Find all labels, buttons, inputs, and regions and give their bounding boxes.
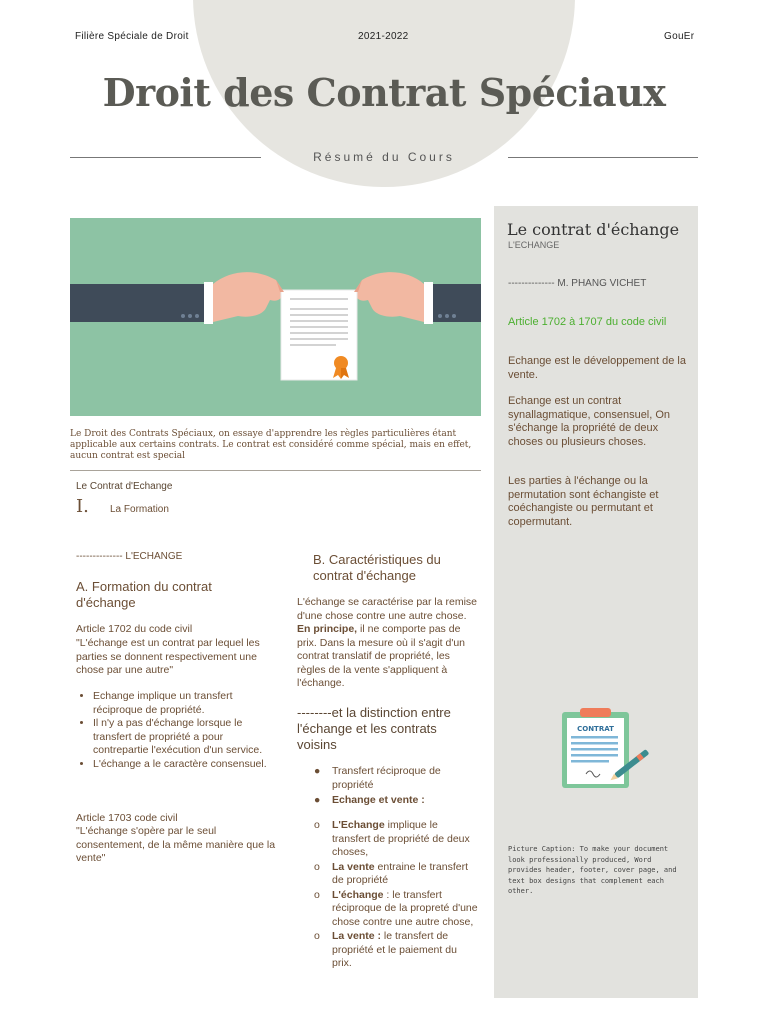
list-item xyxy=(314,889,478,930)
list-item: • Echange implique un transfert réciproque de propriété. xyxy=(93,690,281,717)
bullet-dot: ● xyxy=(314,794,321,806)
article-1703-text: "L'échange s'opère par le seul consentement, de la même manière que la vente" xyxy=(76,825,276,864)
sidebar-title: Le contrat d'échange xyxy=(507,220,680,239)
distinction-heading: --------et la distinction entre l'échange et les contrats voisins xyxy=(297,705,451,752)
formation-heading: A. Formation du contrat d'échange xyxy=(76,579,212,610)
contract-clipboard-icon xyxy=(556,708,660,790)
list-item-label: La vente xyxy=(332,860,375,873)
sidebar-paragraph: Echange est le développement de la vente. xyxy=(508,355,686,381)
list-item-label: La vente : xyxy=(332,930,382,942)
list-item-text: entraine le transfert de propriété xyxy=(332,860,468,886)
para-text: L'échange se caractérise par la remise d'une chose contre une autre chose. xyxy=(297,596,478,622)
hero-illustration xyxy=(70,218,481,416)
list-item: • Il n'y a pas d'échange lorsque le transfert de propriété a pour contrepartie l'exécution d'un service. xyxy=(93,717,281,758)
sidebar-paragraph: Les parties à l'échange ou la permutation sont échangiste et coéchangiste ou permutant et copermutant. xyxy=(508,475,659,528)
right-rule xyxy=(508,157,698,158)
bullet-dot: ● xyxy=(314,765,321,777)
bullet-circle: o xyxy=(314,930,320,942)
list-item-label: L'échange xyxy=(332,888,384,901)
page-subtitle: Résumé du Cours xyxy=(313,150,455,164)
list-item-text: le transfert de propriété et le paiement du prix. xyxy=(332,930,457,969)
list-item xyxy=(314,794,478,808)
sidebar-author: -------------- M. PHANG VICHET xyxy=(508,278,647,289)
article-1703-title: Article 1703 code civil xyxy=(76,812,178,824)
section-title: La Formation xyxy=(110,504,169,515)
list-item-text: Echange et vente : xyxy=(332,794,425,806)
list-item-label: L'Echange xyxy=(332,819,385,831)
header-center: 2021-2022 xyxy=(358,31,409,42)
header-left: Filière Spéciale de Droit xyxy=(75,31,189,42)
article-1702-title: Article 1702 du code civil xyxy=(76,623,193,635)
list-item: • L'échange a le caractère consensuel. xyxy=(93,758,281,772)
bullet-circle: o xyxy=(314,860,320,873)
caracteristiques-paragraph xyxy=(297,596,477,691)
para-emphasis: En principe, xyxy=(297,623,358,635)
sidebar-subtitle: L'ECHANGE xyxy=(508,240,560,250)
contract-label: CONTRAT xyxy=(577,725,614,733)
article-1702-text: "L'échange est un contrat par lequel les parties se donnent respectivement une chose par une autre" xyxy=(76,637,260,676)
bullet-circle: o xyxy=(314,888,320,901)
bullet-circle: o xyxy=(314,819,320,831)
list-item xyxy=(314,930,478,971)
header-right: GouEr xyxy=(664,31,695,42)
intro-paragraph: Le Droit des Contrats Spéciaux, on essaye d'apprendre les règles particulières étant applicable aux certains contrats. Le contrat est considéré comme spécial, mais en effet, aucun contrat est special xyxy=(70,429,472,461)
caracteristiques-heading: B. Caractéristiques du contrat d'échange xyxy=(313,552,441,583)
list-item xyxy=(314,861,478,888)
list-item-text: Transfert réciproque de propriété xyxy=(332,765,441,791)
picture-caption: Picture Caption: To make your document look professionally produced, Word provides header, footer, cover page, and text box designs that complement each other. xyxy=(508,845,677,895)
para-text: il ne comporte pas de prix. Dans la mesure où il s'agit d'un contrat translatif de propriété, les règles de la vente s'appliquent à l'échange. xyxy=(297,623,466,689)
echange-dash-label: -------------- L'ECHANGE xyxy=(76,551,183,562)
sidebar-article: Article 1702 à 1707 du code civil xyxy=(508,316,667,328)
echange-vente-sublist xyxy=(314,819,478,971)
page-title: Droit des Contrat Spéciaux xyxy=(102,70,666,115)
list-item xyxy=(314,819,478,860)
list-item-text: : le transfert réciproque de la propreté d'une chose contre une autre chose, xyxy=(332,888,478,928)
handshake-document-image xyxy=(70,218,481,416)
section-roman: I. xyxy=(76,496,89,517)
list-item-text: implique le transfert de propriété de deux choses, xyxy=(332,819,470,858)
sidebar-paragraph: Echange est un contrat synallagmatique, consensuel, On s'échange la propriété de deux choses ou plusieurs choses. xyxy=(508,395,671,448)
intro-divider xyxy=(70,470,481,471)
formation-bullet-list xyxy=(76,690,281,771)
distinction-list xyxy=(314,765,478,808)
section-heading: Le Contrat d'Echange xyxy=(76,481,173,492)
list-item xyxy=(314,765,478,792)
